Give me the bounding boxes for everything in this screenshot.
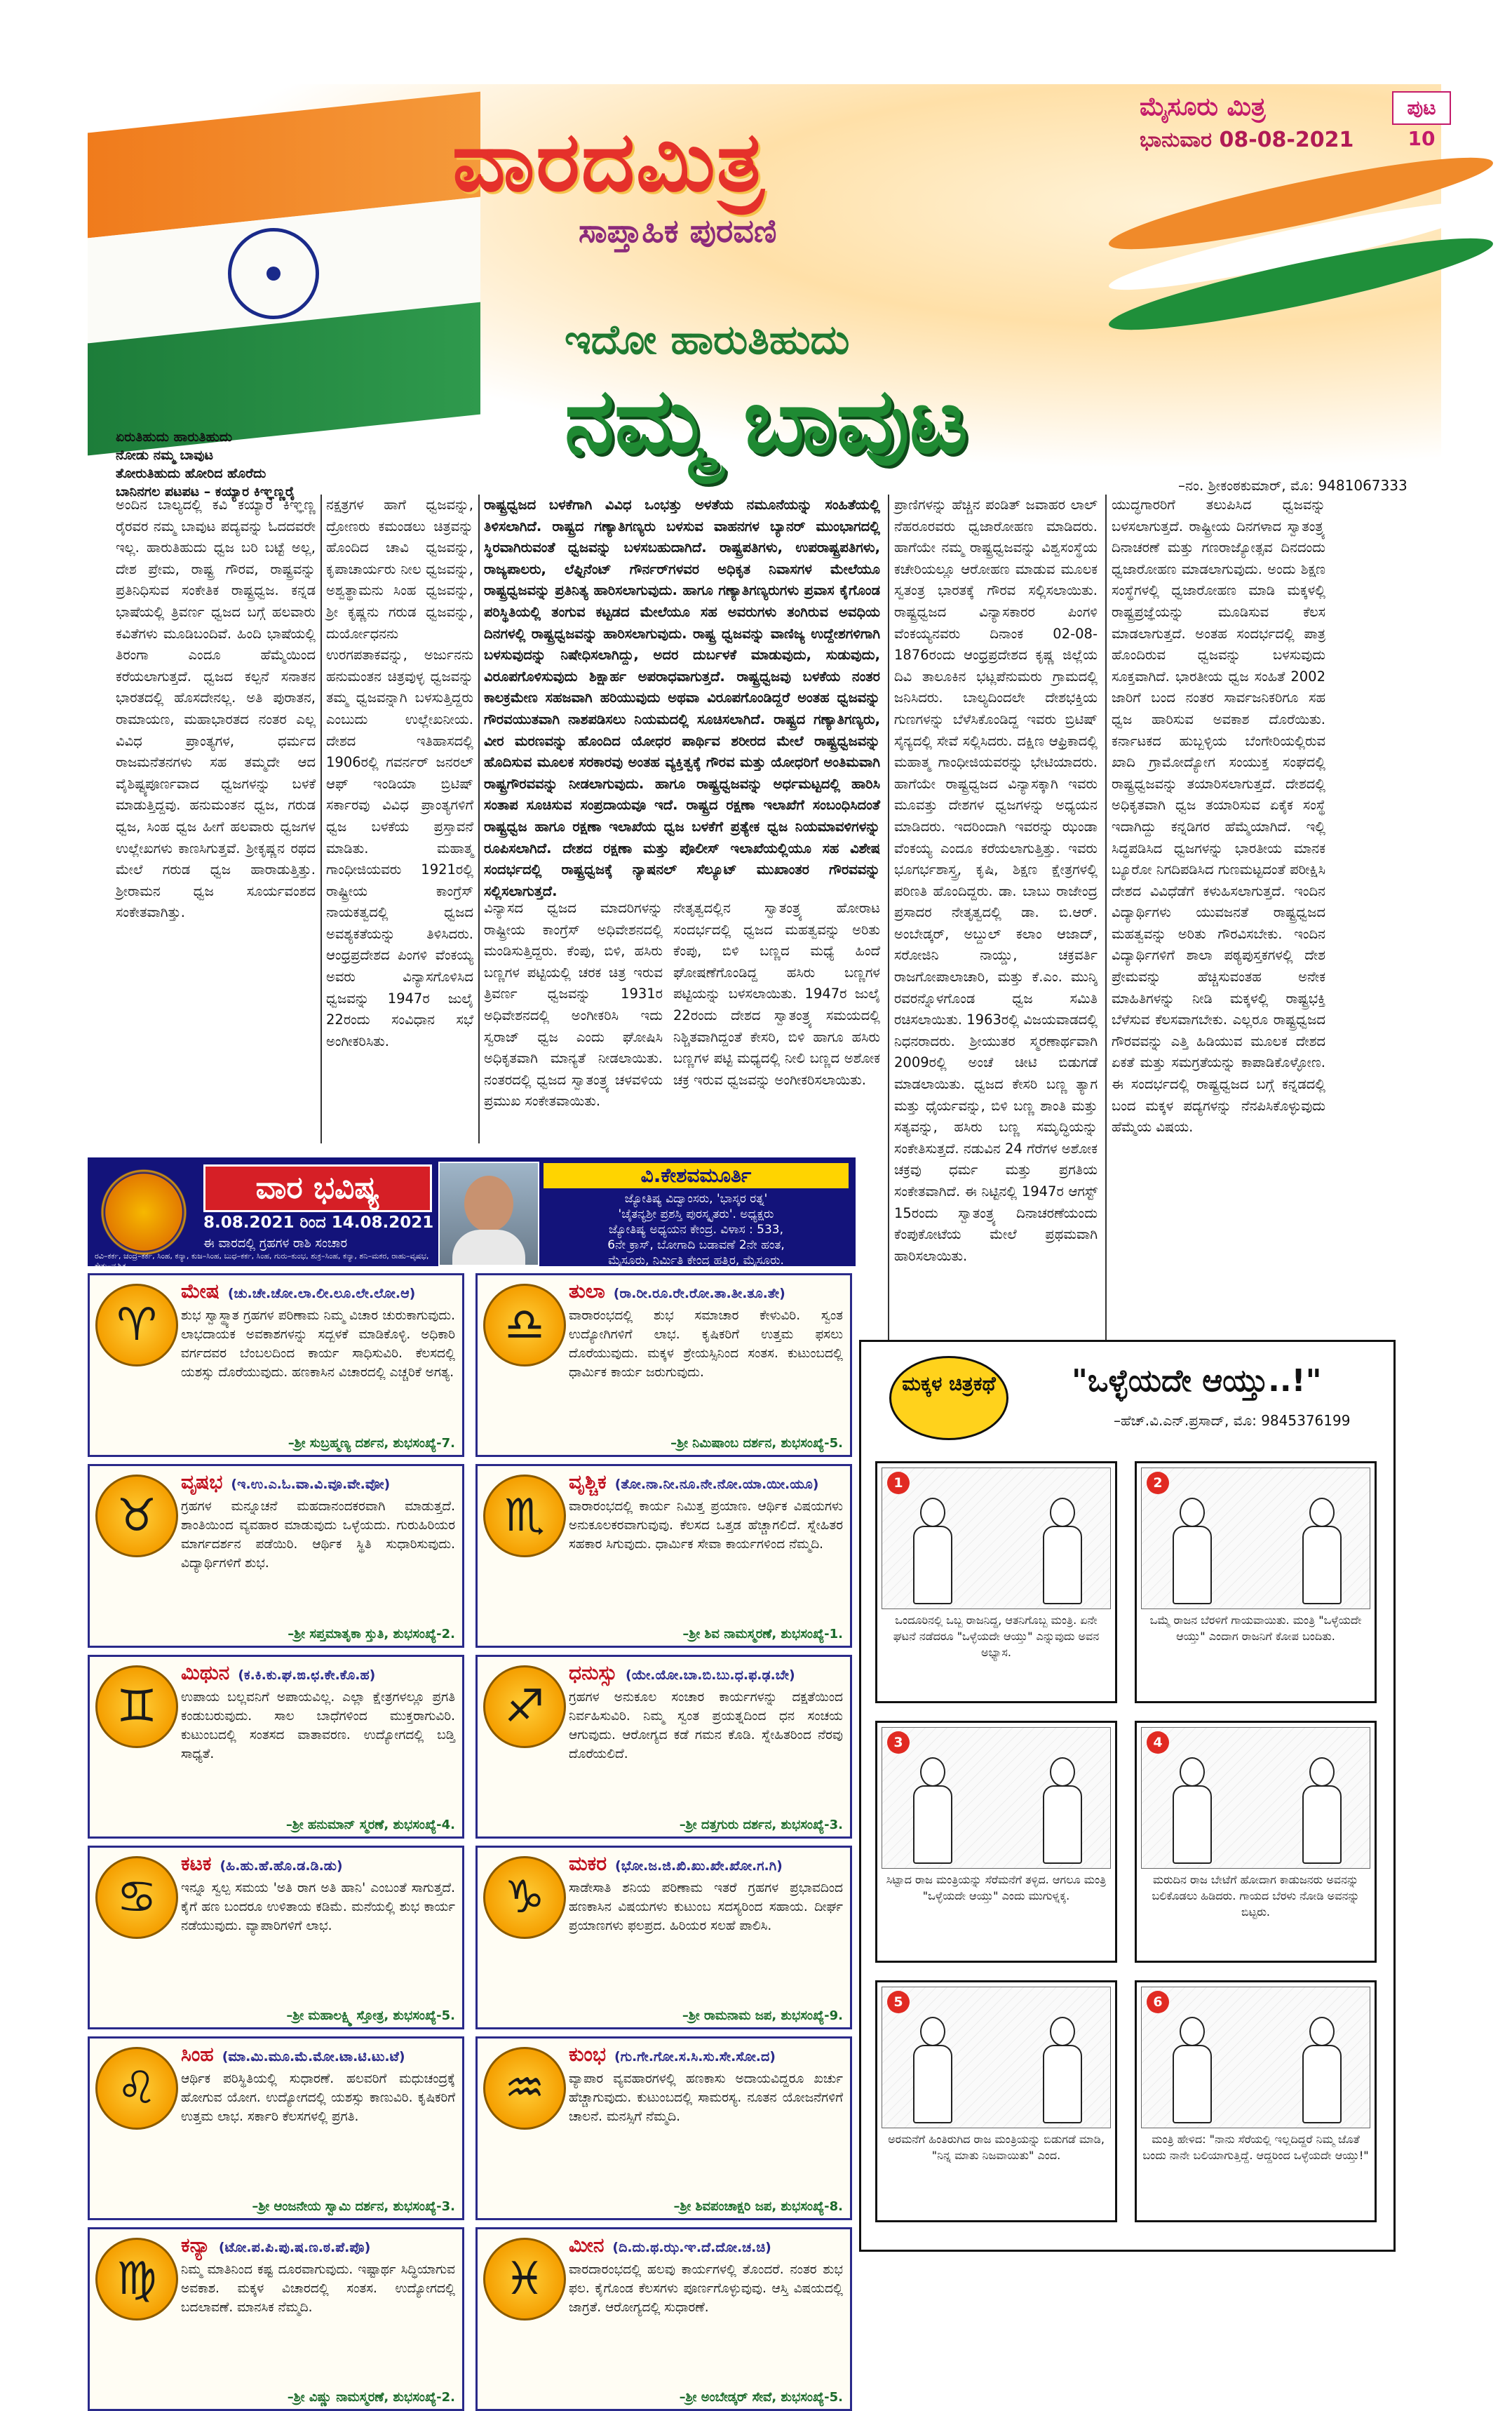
horoscope-sign-box [88, 2036, 464, 2220]
king-figure [1170, 1757, 1212, 1862]
horoscope-dates: 8.08.2021 ರಿಂದ 14.08.2021 [203, 1214, 434, 1232]
zodiac-sign-icon: ♍ [95, 2238, 178, 2321]
horoscope-header [88, 1157, 856, 1270]
sign-letters: (ಹಿ.ಹು.ಹೆ.ಹೊ.ಡ.ಡಿ.ಡು) [220, 1858, 343, 1874]
sign-remedy: –ಶ್ರೀ ಹನುಮಾನ್ ಸ್ಮರಣೆ, ಶುಭಸಂಖ್ಯೆ-4. [285, 1818, 455, 1832]
panel-caption: ಸಿಟ್ಟಾದ ರಾಜ ಮಂತ್ರಿಯನ್ನು ಸೆರೆಮನೆಗೆ ತಳ್ಳಿದ. ಆಗಲೂ ಮಂತ್ರಿ "ಒಳ್ಳೆಯದೇ ಆಯ್ತು" ಎಂದು ಮುಗುಳ್ನಕ್ಕ. [886, 1873, 1107, 1902]
minister-figure [1300, 2017, 1342, 2122]
sign-name: ತುಲಾ (ರಾ.ರೀ.ರೂ.ರೇ.ರೋ.ತಾ.ತೀ.ತೂ.ತೇ) [569, 1280, 785, 1303]
sign-letters: (ಗು.ಗೇ.ಗೋ.ಸ.ಸಿ.ಸು.ಸೇ.ಸೋ.ದ) [614, 2049, 776, 2064]
ashoka-chakra-icon [228, 228, 319, 319]
horoscope-sign-box [88, 2227, 464, 2411]
comic-panel [875, 1461, 1117, 1703]
comic-illustration [1141, 1468, 1370, 1609]
horoscope-sign-box [88, 1655, 464, 1839]
king-figure [1170, 1498, 1212, 1603]
king-figure [910, 2017, 952, 2122]
sign-letters: (ಮಾ.ಮಿ.ಮೂ.ಮೆ.ಮೋ.ಟಾ.ಟಿ.ಟು.ಟೆ) [222, 2049, 405, 2064]
article-author: –ನಂ. ಶ್ರೀಕಂಠಕುಮಾರ್, ಮೊ: 9481067333 [1178, 477, 1408, 494]
planet-positions: ರವಿ–ಕರ್ಕ, ಚಂದ್ರ–ಕರ್ಕ, ಸಿಂಹ, ಕನ್ಯಾ, ಕುಜ–ಸಿಂಹ, ಬುಧ–ಕರ್ಕ, ಸಿಂಹ, ಗುರು–ಕುಂಭ, ಶುಕ್ರ–ಸಿಂಹ, ಕನ್ಯಾ, ಶನಿ–ಮಕರ, ರಾಹು–ವೃಷಭ, ಕೇತು–ವೃಶ್ಚಿಕ [95, 1251, 429, 1270]
newspaper-title: ವಾರದಮಿತ್ರ [452, 112, 766, 210]
sign-name: ಕುಂಭ (ಗು.ಗೇ.ಗೋ.ಸ.ಸಿ.ಸು.ಸೇ.ಸೋ.ದ) [569, 2043, 776, 2066]
horoscope-section [88, 1157, 856, 2405]
sign-prediction: ಸಾಡೇಸಾತಿ ಶನಿಯ ಪರಿಣಾಮ ಇತರೆ ಗ್ರಹಗಳ ಪ್ರಭಾವದಿಂದ ಹಣಕಾಸಿನ ವಿಷಯಗಳು ಕುಟುಂಬ ಸದಸ್ಯರಿಂದ ಸಹಾಯ. ದೀರ್ಘ ಪ್ರಯಾಣಗಳು ಫಲಪ್ರದ. ಹಿರಿಯರ ಸಲಹೆ ಪಾಲಿಸಿ. [569, 1881, 843, 1933]
comic-title: "ಒಳ್ಳೆಯದೇ ಆಯ್ತು..!" [1072, 1363, 1322, 1399]
sign-letters: (ಕ.ಕಿ.ಕು.ಘ.ಙ.ಛ.ಕೇ.ಕೊ.ಹ) [238, 1667, 376, 1683]
article-bold-section: ರಾಷ್ಟ್ರಧ್ವಜದ ಬಳಕೆಗಾಗಿ ವಿವಿಧ ಒಂಭತ್ತು ಅಳತೆಯ ನಮೂನೆಯನ್ನು ಸಂಹಿತೆಯಲ್ಲಿ ತಿಳಿಸಲಾಗಿದೆ. ರಾಷ್ಟ್ರದ ಗಣ್ಯಾತಿಗಣ್ಯರು ಬಳಸುವ ವಾಹನಗಳ ಬ್ಯಾನರ್ ಮುಂಭಾಗದಲ್ಲಿ ಸ್ಥಿರವಾಗಿರುವಂತೆ ಧ್ವಜವನ್ನು ಬಳಸಬಹುದಾಗಿದೆ. ರಾಷ್ಟ್ರಪತಿಗಳು, ಉಪರಾಷ್ಟ್ರಪತಿಗಳು, ರಾಜ್ಯಪಾಲರು, ಲೆಫ್ಟಿನೆಂಟ್ ಗೌರ್ನರ್‌ಗಳವರ ಅಧಿಕೃತ ನಿವಾಸಗಳ ಮೇಲೆಯೂ ರಾಷ್ಟ್ರಧ್ವಜವನ್ನು ಪ್ರತಿನಿತ್ಯ ಹಾರಿಸಲಾಗುವುದು. ಹಾಗೂ ಗಣ್ಯಾತಿಗಣ್ಯರುಗಳು ಪ್ರವಾಸ ಕೈಗೊಂಡ ಪರಿಸ್ಥಿತಿಯಲ್ಲಿ ತಂಗುವ ಕಟ್ಟಡದ ಮೇಲೆಯೂ ಸಹ ಅವರುಗಳು ತಂಗಿರುವ ಅವಧಿಯ ದಿನಗಳಲ್ಲಿ ರಾಷ್ಟ್ರಧ್ವಜವನ್ನು ಹಾರಿಸಲಾಗುವುದು. ರಾಷ್ಟ್ರ ಧ್ವಜವನ್ನು ವಾಣಿಜ್ಯ ಉದ್ದೇಶಗಳಿಗಾಗಿ ಬಳಸುವುದನ್ನು ನಿಷೇಧಿಸಲಾಗಿದ್ದು, ಅದರ ದುರ್ಬಳಕೆ ಮಾಡುವುದು, ಸುಡುವುದು, ವಿರೂಪಗೊಳಿಸುವುದು ಶಿಕ್ಷಾರ್ಹ ಅಪರಾಧವಾಗುತ್ತದೆ. ರಾಷ್ಟ್ರಧ್ವಜವು ಬಳಕೆಯ ನಂತರ ಕಾಲಕ್ರಮೇಣ ಸಹಜವಾಗಿ ಹರಿಯುವುದು ಅಥವಾ ವಿರೂಪಗೊಂಡಿದ್ದರೆ ಅಂತಹ ಧ್ವಜವನ್ನು ಗೌರವಯುತವಾಗಿ ನಾಶಪಡಿಸಲು ನಿಯಮದಲ್ಲಿ ಸೂಚಿಸಲಾಗಿದೆ. ರಾಷ್ಟ್ರದ ಗಣ್ಯಾತಿಗಣ್ಯರು, ವೀರ ಮರಣವನ್ನು ಹೊಂದಿದ ಯೋಧರ ಪಾರ್ಥಿವ ಶರೀರದ ಮೇಲೆ ರಾಷ್ಟ್ರಧ್ವಜವನ್ನು ಹೊದಿಸುವ ಮೂಲಕ ಸರಕಾರವು ಅಂತಹ ವ್ಯಕ್ತಿತ್ವಕ್ಕೆ ಗೌರವ ಮತ್ತು ಯೋಧರಿಗೆ ಅಂತಿಮವಾಗಿ ರಾಷ್ಟ್ರಗೌರವವನ್ನು ನೀಡಲಾಗುವುದು. ಹಾಗೂ ರಾಷ್ಟ್ರಧ್ವಜವನ್ನು ಅರ್ಧಮಟ್ಟದಲ್ಲಿ ಹಾರಿಸಿ ಸಂತಾಪ ಸೂಚಿಸುವ ಸಂಪ್ರದಾಯವೂ ಇದೆ. ರಾಷ್ಟ್ರದ ರಕ್ಷಣಾ ಇಲಾಖೆಗೆ ಸಂಬಂಧಿಸಿದಂತೆ ರಾಷ್ಟ್ರಧ್ವಜ ಹಾಗೂ ರಕ್ಷಣಾ ಇಲಾಖೆಯ ಧ್ವಜ ಬಳಕೆಗೆ ಪ್ರತ್ಯೇಕ ಧ್ವಜ ನಿಯಮಾವಳಿಗಳನ್ನು ರೂಪಿಸಲಾಗಿದೆ. ದೇಶದ ರಕ್ಷಣಾ ಮತ್ತು ಪೊಲೀಸ್ ಇಲಾಖೆಯಲ್ಲಿಯೂ ಸಹ ವಿಶೇಷ ಸಂದರ್ಭದಲ್ಲಿ ರಾಷ್ಟ್ರಧ್ವಜಕ್ಕೆ ನ್ಯಾಷನಲ್ ಸೆಲ್ಯೂಟ್ ಮುಖಾಂತರ ಗೌರವವನ್ನು ಸಲ್ಲಿಸಲಾಗುತ್ತದೆ. [484, 497, 880, 899]
sign-prediction: ಶುಭ ಸ್ವಾಸ್ಥ್ಯಾತ ಗ್ರಹಗಳ ಪರಿಣಾಮ ನಿಮ್ಮ ವಿಚಾರ ಚುರುಕಾಗುವುದು. ಲಾಭದಾಯಕ ಅವಕಾಶಗಳನ್ನು ಸದ್ಬಳಕೆ ಮಾಡಿಕೊಳ್ಳಿ. ಅಧಿಕಾರಿ ವರ್ಗದವರ ಬೆಂಬಲದಿಂದ ಕಾರ್ಯ ಸಾಧಿಸುವಿರಿ. ಕೆಲಸದಲ್ಲಿ ಯಶಸ್ಸು ದೊರೆಯುವುದು. ಹಣಕಾಸಿನ ವಿಚಾರದಲ್ಲಿ ಎಚ್ಚರಿಕೆ ಅಗತ್ಯ. [181, 1308, 455, 1380]
horoscope-sign-box [475, 1273, 852, 1457]
panel-number: 3 [887, 1731, 910, 1754]
sign-letters: (ದಿ.ದು.ಥ.ಝ.ಞ.ದೆ.ದೋ.ಚ.ಚಿ) [612, 2240, 771, 2255]
issue-date: ಭಾನುವಾರ 08-08-2021 [1140, 128, 1354, 152]
zodiac-sign-icon: ♌ [95, 2047, 178, 2130]
horoscope-sign-box [88, 1273, 464, 1457]
sign-name: ಮಿಥುನ (ಕ.ಕಿ.ಕು.ಘ.ಙ.ಛ.ಕೇ.ಕೊ.ಹ) [181, 1661, 376, 1684]
astrologer-photo [438, 1162, 539, 1266]
article-column-4: ನೇತೃತ್ವದಲ್ಲಿನ ಸ್ವಾತಂತ್ರ್ಯ ಹೋರಾಟ ಸಂದರ್ಭದಲ್ಲಿ ಧ್ವಜದ ಮಹತ್ವವನ್ನು ಅರಿತು ಕೆಂಪು, ಬಿಳಿ ಬಣ್ಣದ ಮಧ್ಯೆ ಹಿಂದೆ ಘೋಷಣೆಗೊಂಡಿದ್ದ ಹಸಿರು ಬಣ್ಣಗಳ ಪಟ್ಟಿಯನ್ನು ಬಳಸಲಾಯಿತು. 1947ರ ಜುಲೈ 22ರಂದು ದೇಶದ ಸ್ವಾತಂತ್ರ್ಯ ಸಮಯದಲ್ಲಿ ನಿಶ್ಚಿತವಾಗಿದ್ದಂತೆ ಕೇಸರಿ, ಬಿಳಿ ಹಾಗೂ ಹಸಿರು ಬಣ್ಣಗಳ ಪಟ್ಟಿ ಮಧ್ಯದಲ್ಲಿ ನೀಲಿ ಬಣ್ಣದ ಅಶೋಕ ಚಕ್ರ ಇರುವ ಧ್ವಜವನ್ನು ಅಂಗೀಕರಿಸಲಾಯಿತು. [673, 900, 880, 1088]
headline-big: ನಮ್ಮ ಬಾವುಟ [565, 368, 968, 474]
sign-name: ಮೇಷ (ಚು.ಚೇ.ಚೋ.ಲಾ.ಲೀ.ಲೂ.ಲೇ.ಲೋ.ಆ) [181, 1280, 416, 1303]
sign-prediction: ವಾರಾರಂಭದಲ್ಲಿ ಕಾರ್ಯ ನಿಮಿತ್ತ ಪ್ರಯಾಣ. ಆರ್ಥಿಕ ವಿಷಯಗಳು ಅನುಕೂಲಕರವಾಗುವುವು. ಕೆಲಸದ ಒತ್ತಡ ಹೆಚ್ಚಾಗಲಿದೆ. ಸ್ನೇಹಿತರ ಸಹಕಾರ ಸಿಗುವುದು. ಧಾರ್ಮಿಕ ಸೇವಾ ಕಾರ್ಯಗಳಿಂದ ನೆಮ್ಮದಿ. [569, 1499, 843, 1552]
king-figure [1170, 2017, 1212, 2122]
horoscope-sign-box [475, 2036, 852, 2220]
panel-caption: ಒಮ್ಮೆ ರಾಜನ ಬೆರಳಿಗೆ ಗಾಯವಾಯಿತು. ಮಂತ್ರಿ "ಒಳ್ಳೆಯದೇ ಆಯ್ತು" ಎಂದಾಗ ರಾಜನಿಗೆ ಕೋಪ ಬಂದಿತು. [1149, 1613, 1362, 1643]
sign-name: ಮೀನ (ದಿ.ದು.ಥ.ಝ.ಞ.ದೆ.ದೋ.ಚ.ಚಿ) [569, 2234, 771, 2257]
sign-prediction: ನಿಮ್ಮ ಮಾತಿನಿಂದ ಕಷ್ಟ ದೂರವಾಗುವುದು. ಇಷ್ಟಾರ್ಥ ಸಿದ್ಧಿಯಾಗುವ ಅವಕಾಶ. ಮಕ್ಕಳ ವಿಚಾರದಲ್ಲಿ ಸಂತಸ. ಉದ್ಯೋಗದಲ್ಲಿ ಬದಲಾವಣೆ. ಮಾನಸಿಕ ನೆಮ್ಮದಿ. [181, 2262, 455, 2315]
sign-remedy: –ಶ್ರೀ ಶಿವ ನಾಮಸ್ಮರಣೆ, ಶುಭಸಂಖ್ಯೆ-1. [682, 1627, 843, 1641]
zodiac-sign-icon: ♐ [483, 1665, 566, 1748]
king-figure [910, 1498, 952, 1603]
minister-figure [1040, 1757, 1082, 1862]
horoscope-sign-box [475, 1655, 852, 1839]
sign-remedy: –ಶ್ರೀ ಸುಬ್ರಹ್ಮಣ್ಯ ದರ್ಶನ, ಶುಭಸಂಖ್ಯೆ-7. [288, 1436, 455, 1451]
comic-illustration [882, 1468, 1111, 1609]
zodiac-sign-icon: ♊ [95, 1665, 178, 1748]
sign-name: ವೃಷಭ (ಇ.ಉ.ಎ.ಓ.ವಾ.ವಿ.ವೂ.ವೇ.ವೋ) [181, 1470, 391, 1493]
panel-caption: ಒಂದೂರಿನಲ್ಲಿ ಒಬ್ಬ ರಾಜನಿದ್ದ, ಆತನಿಗೊಬ್ಬ ಮಂತ್ರಿ. ಏನೇ ಘಟನೆ ನಡೆದರೂ "ಒಳ್ಳೆಯದೇ ಆಯ್ತು" ಎನ್ನುವುದು ಅವನ ಅಭ್ಯಾಸ. [893, 1613, 1100, 1659]
sign-remedy: –ಶ್ರೀ ಆಂಜನೇಯ ಸ್ವಾಮಿ ದರ್ಶನ, ಶುಭಸಂಖ್ಯೆ-3. [252, 2199, 455, 2214]
sign-prediction: ಗ್ರಹಗಳ ಅನುಕೂಲ ಸಂಚಾರ ಕಾರ್ಯಗಳನ್ನು ದಕ್ಷತೆಯಿಂದ ನಿರ್ವಹಿಸುವಿರಿ. ನಿಮ್ಮ ಸ್ವಂತ ಪ್ರಯತ್ನದಿಂದ ಧನ ಸಂಚಯ ಆಗುವುದು. ಆರೋಗ್ಯದ ಕಡೆ ಗಮನ ಕೊಡಿ. ಸ್ನೇಹಿತರಿಂದ ನೆರವು ದೊರೆಯಲಿದೆ. [569, 1690, 843, 1761]
sign-letters: (ಟೋ.ಪ.ಪಿ.ಪು.ಷ.ಣ.ಠ.ಪೆ.ಪೊ) [218, 2240, 371, 2255]
horoscope-title: ವಾರ ಭವಿಷ್ಯ [203, 1164, 432, 1212]
horoscope-sign-box [475, 1846, 852, 2029]
comic-illustration [1141, 1727, 1370, 1869]
zodiac-wheel-icon [95, 1163, 193, 1261]
panel-number: 4 [1147, 1731, 1169, 1754]
zodiac-sign-icon: ♉ [95, 1475, 178, 1557]
poem-line: ತೋರುತಿಹುದು ಹೋರಿದ ಹೊರೆದು [116, 466, 266, 481]
sign-remedy: –ಶ್ರೀ ನಿಮಿಷಾಂಬ ದರ್ಶನ, ಶುಭಸಂಖ್ಯೆ-5. [670, 1436, 843, 1451]
newspaper-subtitle: ಸಾಪ್ತಾಹಿಕ ಪುರವಣಿ [579, 212, 777, 250]
horoscope-sign-box [475, 1464, 852, 1648]
zodiac-sign-icon: ♏ [483, 1475, 566, 1557]
sign-letters: (ಯೇ.ಯೋ.ಬಾ.ಬಿ.ಬು.ಧ.ಫ.ಢ.ಬೇ) [626, 1667, 795, 1683]
poem-caption [116, 428, 494, 501]
comic-panel [1135, 1721, 1377, 1963]
sign-remedy: –ಶ್ರೀ ದತ್ತಗುರು ದರ್ಶನ, ಶುಭಸಂಖ್ಯೆ-3. [679, 1818, 843, 1832]
comic-panel [1135, 1980, 1377, 2222]
sign-letters: (ರಾ.ರೀ.ರೂ.ರೇ.ರೋ.ತಾ.ತೀ.ತೂ.ತೇ) [613, 1286, 785, 1301]
horoscope-subtitle: ಈ ವಾರದಲ್ಲಿ ಗ್ರಹಗಳ ರಾಶಿ ಸಂಚಾರ [203, 1236, 348, 1251]
comic-illustration [882, 1727, 1111, 1869]
zodiac-sign-icon: ♓ [483, 2238, 566, 2321]
king-figure [910, 1757, 952, 1862]
sign-remedy: –ಶ್ರೀ ಸಪ್ತಮಾತೃಕಾ ಸ್ತುತಿ, ಶುಭಸಂಖ್ಯೆ-2. [288, 1627, 455, 1641]
sign-name: ಕನ್ಯಾ (ಟೋ.ಪ.ಪಿ.ಪು.ಷ.ಣ.ಠ.ಪೆ.ಪೊ) [181, 2234, 371, 2257]
comic-author: –ಹೆಚ್.ವಿ.ಎನ್.ಪ್ರಸಾದ್, ಮೊ: 9845376199 [1114, 1412, 1351, 1429]
sign-letters: (ತೋ.ನಾ.ನೀ.ನೂ.ನೇ.ನೋ.ಯಾ.ಯೀ.ಯೂ) [614, 1477, 819, 1492]
sign-prediction: ಗ್ರಹಗಳ ಮನ್ನೂಚನೆ ಮಹದಾನಂದಕರವಾಗಿ ಮಾಡುತ್ತದೆ. ಶಾಂತಿಯಿಂದ ವ್ಯವಹಾರ ಮಾಡುವುದು ಒಳ್ಳೆಯದು. ಗುರುಹಿರಿಯರ ಮಾರ್ಗದರ್ಶನ ಪಡೆಯಿರಿ. ಆರ್ಥಿಕ ಸ್ಥಿತಿ ಸುಧಾರಿಸುವುದು. ವಿದ್ಯಾರ್ಥಿಗಳಿಗೆ ಶುಭ. [181, 1499, 455, 1571]
panel-number: 5 [887, 1991, 910, 2013]
panel-caption: ಮಂತ್ರಿ ಹೇಳಿದ: "ನಾನು ಸೆರೆಯಲ್ಲಿ ಇಲ್ಲದಿದ್ದರೆ ನಿಮ್ಮ ಜೊತೆ ಬಂದು ನಾನೇ ಬಲಿಯಾಗುತ್ತಿದ್ದೆ. ಆದ್ದರಿಂದ ಒಳ್ಳೆಯದೇ ಆಯ್ತು!" [1142, 2133, 1369, 2162]
horoscope-sign-box [475, 2227, 852, 2411]
sign-name: ವೃಶ್ಚಿಕ (ತೋ.ನಾ.ನೀ.ನೂ.ನೇ.ನೋ.ಯಾ.ಯೀ.ಯೂ) [569, 1470, 819, 1493]
article-column-3: ವಿನ್ಯಾಸದ ಧ್ವಜದ ಮಾದರಿಗಳನ್ನು ರಾಷ್ಟ್ರೀಯ ಕಾಂಗ್ರೆಸ್ ಅಧಿವೇಶನದಲ್ಲಿ ಮಂಡಿಸುತ್ತಿದ್ದರು. ಕೆಂಪು, ಬಿಳಿ, ಹಸಿರು ಬಣ್ಣಗಳ ಪಟ್ಟಿಯಲ್ಲಿ ಚರಕ ಚಿತ್ರ ಇರುವ ತ್ರಿವರ್ಣ ಧ್ವಜವನ್ನು 1931ರ ಅಧಿವೇಶನದಲ್ಲಿ ಅಂಗೀಕರಿಸಿ ಇದು ಸ್ವರಾಜ್ ಧ್ವಜ ಎಂದು ಘೋಷಿಸಿ ಅಧಿಕೃತವಾಗಿ ಮಾನ್ಯತೆ ನೀಡಲಾಯಿತು. ನಂತರದಲ್ಲಿ ಧ್ವಜದ ಸ್ವಾತಂತ್ರ್ಯ ಚಳವಳಿಯ ಪ್ರಮುಖ ಸಂಕೇತವಾಯಿತು. [484, 900, 663, 1110]
column-rule [320, 495, 322, 1143]
sign-prediction: ವಾರಾರಂಭದಲ್ಲಿ ಶುಭ ಸಮಾಚಾರ ಕೇಳುವಿರಿ. ಸ್ವಂತ ಉದ್ಯೋಗಿಗಳಿಗೆ ಲಾಭ. ಕೃಷಿಕರಿಗೆ ಉತ್ತಮ ಫಸಲು ದೊರೆಯುವುದು. ಮಕ್ಕಳ ಶ್ರೇಯಸ್ಸಿನಿಂದ ಸಂತಸ. ಕುಟುಂಬದಲ್ಲಿ ಧಾರ್ಮಿಕ ಕಾರ್ಯ ಜರುಗುವುದು. [569, 1308, 843, 1380]
comic-illustration [1141, 1987, 1370, 2128]
sign-name: ಸಿಂಹ (ಮಾ.ಮಿ.ಮೂ.ಮೆ.ಮೋ.ಟಾ.ಟಿ.ಟು.ಟೆ) [181, 2043, 405, 2066]
headline-small: ಇದೋ ಹಾರುತಿಹುದು [565, 316, 850, 363]
sign-name: ಕಟಕ (ಹಿ.ಹು.ಹೆ.ಹೊ.ಡ.ಡಿ.ಡು) [181, 1852, 343, 1875]
sign-remedy: –ಶ್ರೀ ರಾಮನಾಮ ಜಪ, ಶುಭಸಂಖ್ಯೆ-9. [682, 2008, 843, 2023]
comic-panel [1135, 1461, 1377, 1703]
minister-figure [1040, 1498, 1082, 1603]
sign-letters: (ಭೋ.ಜ.ಜಿ.ಖಿ.ಖು.ಖೇ.ಖೋ.ಗ.ಗಿ) [615, 1858, 783, 1874]
sister-paper-name: ಮೈಸೂರು ಮಿತ್ರ [1140, 93, 1266, 121]
poem-line: ಏರುತಿಹುದು ಹಾರುತಿಹುದು [116, 429, 233, 445]
panel-caption: ಮರುದಿನ ರಾಜ ಬೇಟೆಗೆ ಹೋದಾಗ ಕಾಡುಜನರು ಅವನನ್ನು ಬಲಿಕೊಡಲು ಹಿಡಿದರು. ಗಾಯದ ಬೆರಳು ನೋಡಿ ಅವನನ್ನು ಬಿಟ್ಟರು. [1152, 1873, 1360, 1919]
article-column-5: ಪ್ರಾಣಿಗಳನ್ನು ಹೆಚ್ಚಿನ ಪಂಡಿತ್ ಜವಾಹರ ಲಾಲ್ ನೆಹರೂರವರು ಧ್ವಜಾರೋಹಣ ಮಾಡಿದರು. ಹಾಗೆಯೇ ನಮ್ಮ ರಾಷ್ಟ್ರಧ್ವಜವನ್ನು ವಿಶ್ವಸಂಸ್ಥೆಯ ಕಚೇರಿಯಲ್ಲೂ ಆರೋಹಣ ಮಾಡುವ ಮೂಲಕ ಸ್ವತಂತ್ರ ಭಾರತಕ್ಕೆ ಗೌರವ ಸಲ್ಲಿಸಲಾಯಿತು. ರಾಷ್ಟ್ರಧ್ವಜದ ವಿನ್ಯಾಸಕಾರರ ಪಿಂಗಳಿ ವೆಂಕಯ್ಯನವರು ದಿನಾಂಕ 02-08-1876ರಂದು ಆಂಧ್ರಪ್ರದೇಶದ ಕೃಷ್ಣ ಜಿಲ್ಲೆಯ ದಿವಿ ತಾಲೂಕಿನ ಭಟ್ಲಪೆನುಮರು ಗ್ರಾಮದಲ್ಲಿ ಜನಿಸಿದರು. ಬಾಲ್ಯದಿಂದಲೇ ದೇಶಭಕ್ತಿಯ ಗುಣಗಳನ್ನು ಬೆಳೆಸಿಕೊಂಡಿದ್ದ ಇವರು ಬ್ರಿಟಿಷ್ ಸೈನ್ಯದಲ್ಲಿ ಸೇವೆ ಸಲ್ಲಿಸಿದರು. ದಕ್ಷಿಣ ಆಫ್ರಿಕಾದಲ್ಲಿ ಮಹಾತ್ಮ ಗಾಂಧೀಜಿಯವರನ್ನು ಭೇಟಿಯಾದರು. ಹಾಗೆಯೇ ರಾಷ್ಟ್ರಧ್ವಜದ ವಿನ್ಯಾಸಕ್ಕಾಗಿ ಇವರು ಮೂವತ್ತು ದೇಶಗಳ ಧ್ವಜಗಳನ್ನು ಅಧ್ಯಯನ ಮಾಡಿದರು. ಇದರಿಂದಾಗಿ ಇವರನ್ನು ಝಂಡಾ ವೆಂಕಯ್ಯ ಎಂದೂ ಕರೆಯಲಾಗುತ್ತಿತ್ತು. ಇವರು ಭೂಗರ್ಭಶಾಸ್ತ್ರ, ಕೃಷಿ, ಶಿಕ್ಷಣ ಕ್ಷೇತ್ರಗಳಲ್ಲಿ ಪರಿಣತಿ ಹೊಂದಿದ್ದರು. ಡಾ. ಬಾಬು ರಾಜೇಂದ್ರ ಪ್ರಸಾದರ ನೇತೃತ್ವದಲ್ಲಿ ಡಾ. ಬಿ.ಆರ್. ಅಂಬೇಡ್ಕರ್, ಅಬ್ದುಲ್ ಕಲಾಂ ಆಜಾದ್, ಸರೋಜಿನಿ ನಾಯ್ಡು, ಚಕ್ರವರ್ತಿ ರಾಜಗೋಪಾಲಾಚಾರಿ, ಮತ್ತು ಕೆ.ಎಂ. ಮುನ್ಶಿ ರವರನ್ನೊಳಗೊಂಡ ಧ್ವಜ ಸಮಿತಿ ರಚಿಸಲಾಯಿತು. 1963ರಲ್ಲಿ ವಿಜಯವಾಡದಲ್ಲಿ ನಿಧನರಾದರು. ಶ್ರೀಯುತರ ಸ್ಮರಣಾರ್ಥವಾಗಿ 2009ರಲ್ಲಿ ಅಂಚೆ ಚೀಟಿ ಬಿಡುಗಡೆ ಮಾಡಲಾಯಿತು. ಧ್ವಜದ ಕೇಸರಿ ಬಣ್ಣ ತ್ಯಾಗ ಮತ್ತು ಧೈರ್ಯವನ್ನು, ಬಿಳಿ ಬಣ್ಣ ಶಾಂತಿ ಮತ್ತು ಸತ್ಯವನ್ನು, ಹಸಿರು ಬಣ್ಣ ಸಮೃದ್ಧಿಯನ್ನು ಸಂಕೇತಿಸುತ್ತದೆ. ನಡುವಿನ 24 ಗೆರೆಗಳ ಅಶೋಕ ಚಕ್ರವು ಧರ್ಮ ಮತ್ತು ಪ್ರಗತಿಯ ಸಂಕೇತವಾಗಿದೆ. ಈ ನಿಟ್ಟಿನಲ್ಲಿ 1947ರ ಆಗಸ್ಟ್ 15ರಂದು ಸ್ವಾತಂತ್ರ್ಯ ದಿನಾಚರಣೆಯಂದು ಕೆಂಪುಕೋಟೆಯ ಮೇಲೆ ಪ್ರಥಮವಾಗಿ ಹಾರಿಸಲಾಯಿತು. [894, 497, 1098, 1264]
panel-number: 6 [1147, 1991, 1169, 2013]
sign-remedy: –ಶ್ರೀ ಅಂಬೇಡ್ಕರ್ ಸೇವೆ, ಶುಭಸಂಖ್ಯೆ-5. [679, 2390, 843, 2405]
astrologer-info: ಜ್ಯೋತಿಷ್ಯ ವಿದ್ವಾಂಸರು, 'ಭಾಸ್ಕರ ರತ್ನ' 'ಚೈತನ್ಯಶ್ರೀ ಪ್ರಶಸ್ತಿ ಪುರಸ್ಕೃತರು'. ಅಧ್ಯಕ್ಷರು ಜ್ಯೋತಿಷ್ಯ ಅಧ್ಯಯನ ಕೇಂದ್ರ. ವಿಳಾಸ : 533, 6ನೇ ಕ್ರಾಸ್, ಬೋಗಾದಿ ಬಡಾವಣೆ 2ನೇ ಹಂತ, ಮೈಸೂರು, ನಿರ್ಮಿತಿ ಕೇಂದ್ರ ಹತ್ತಿರ, ಮೈಸೂರು. [607, 1192, 785, 1268]
sign-prediction: ಆರ್ಥಿಕ ಪರಿಸ್ಥಿತಿಯಲ್ಲಿ ಸುಧಾರಣೆ. ಹಲವರಿಗೆ ಮಧುಚಂದ್ರಕ್ಕೆ ಹೋಗುವ ಯೋಗ. ಉದ್ಯೋಗದಲ್ಲಿ ಯಶಸ್ಸು ಕಾಣುವಿರಿ. ಕೃಷಿಕರಿಗೆ ಉತ್ತಮ ಲಾಭ. ಸರ್ಕಾರಿ ಕೆಲಸಗಳಲ್ಲಿ ಪ್ರಗತಿ. [181, 2071, 455, 2124]
kids-comic-strip [859, 1340, 1396, 2252]
minister-figure [1040, 2017, 1082, 2122]
minister-figure [1300, 1757, 1342, 1862]
panel-number: 1 [887, 1472, 910, 1494]
article-column-1: ಅಂದಿನ ಬಾಲ್ಯದಲ್ಲಿ ಕವಿ ಕಯ್ಯಾರ ಕಿಞ್ಞಣ್ಣ ರೈರವರ ನಮ್ಮ ಬಾವುಟ ಪದ್ಯವನ್ನು ಓದದವರೇ ಇಲ್ಲ. ಹಾರುತಿಹುದು ಧ್ವಜ ಬರಿ ಬಟ್ಟೆ ಅಲ್ಲ, ದೇಶ ಪ್ರೇಮ, ರಾಷ್ಟ್ರ ಗೌರವ, ರಾಷ್ಟ್ರವನ್ನು ಪ್ರತಿನಿಧಿಸುವ ಸಂಕೇತಿಕ ರಾಷ್ಟ್ರಧ್ವಜ. ಕನ್ನಡ ಭಾಷೆಯಲ್ಲಿ ತ್ರಿವರ್ಣ ಧ್ವಜದ ಬಗ್ಗೆ ಹಲವಾರು ಕವಿತೆಗಳು ಮೂಡಿಬಂದಿವೆ. ಹಿಂದಿ ಭಾಷೆಯಲ್ಲಿ ತಿರಂಗಾ ಎಂದೂ ಹೆಮ್ಮೆಯಿಂದ ಕರೆಯಲಾಗುತ್ತದೆ. ಧ್ವಜದ ಕಲ್ಪನೆ ಸನಾತನ ಭಾರತದಲ್ಲಿ ಹೊಸದೇನಲ್ಲ. ಅತಿ ಪುರಾತನ, ರಾಮಾಯಣ, ಮಹಾಭಾರತದ ನಂತರ ಎಲ್ಲ ವಿವಿಧ ಪ್ರಾಂತ್ಯಗಳ, ಧರ್ಮದ ರಾಜಮನೆತನಗಳು ಸಹ ತಮ್ಮದೇ ಆದ ವೈಶಿಷ್ಟ್ಯಪೂರ್ಣವಾದ ಧ್ವಜಗಳನ್ನು ಬಳಕೆ ಮಾಡುತ್ತಿದ್ದವು. ಹನುಮಂತನ ಧ್ವಜ, ಗರುಡ ಧ್ವಜ, ಸಿಂಹ ಧ್ವಜ ಹೀಗೆ ಹಲವಾರು ಧ್ವಜಗಳ ಉಲ್ಲೇಖಗಳು ಕಾಣಸಿಗುತ್ತವೆ. ಶ್ರೀಕೃಷ್ಣನ ರಥದ ಮೇಲೆ ಗರುಡ ಧ್ವಜ ಹಾರಾಡುತ್ತಿತ್ತು. ಶ್ರೀರಾಮನ ಧ್ವಜ ಸೂರ್ಯವಂಶದ ಸಂಕೇತವಾಗಿತ್ತು. [116, 497, 316, 921]
sign-name: ಧನುಸ್ಸು (ಯೇ.ಯೋ.ಬಾ.ಬಿ.ಬು.ಧ.ಫ.ಢ.ಬೇ) [569, 1661, 795, 1684]
sign-prediction: ವ್ಯಾಪಾರ ವ್ಯವಹಾರಗಳಲ್ಲಿ ಹಣಕಾಸು ಅದಾಯವಿದ್ದರೂ ಖರ್ಚು ಹೆಚ್ಚಾಗುವುದು. ಕುಟುಂಬದಲ್ಲಿ ಸಾಮರಸ್ಯ. ನೂತನ ಯೋಜನೆಗಳಿಗೆ ಚಾಲನೆ. ಮನಸ್ಸಿಗೆ ನೆಮ್ಮದಿ. [569, 2071, 843, 2124]
sign-prediction: ಉಪಾಯ ಬಲ್ಲವನಿಗೆ ಅಪಾಯವಿಲ್ಲ. ಎಲ್ಲಾ ಕ್ಷೇತ್ರಗಳಲ್ಲೂ ಪ್ರಗತಿ ಕಂಡುಬರುವುದು. ಸಾಲ ಬಾಧೆಗಳಿಂದ ಮುಕ್ತರಾಗುವಿರಿ. ಕುಟುಂಬದಲ್ಲಿ ಸಂತಸದ ವಾತಾವರಣ. ಉದ್ಯೋಗದಲ್ಲಿ ಬಡ್ತಿ ಸಾಧ್ಯತೆ. [181, 1690, 455, 1761]
sign-remedy: –ಶ್ರೀ ಮಹಾಲಕ್ಷ್ಮಿ ಸ್ತೋತ್ರ, ಶುಭಸಂಖ್ಯೆ-5. [286, 2008, 455, 2023]
comic-illustration [882, 1987, 1111, 2128]
minister-figure [1300, 1498, 1342, 1603]
poem-line: ಬಾನಿನಗಲ ಪಟಪಟ – ಕಯ್ಯಾರ ಕಿಞ್ಞಣ್ಣರೈ [116, 484, 295, 499]
sign-prediction: ವಾರದಾರಂಭದಲ್ಲಿ ಹಲವು ಕಾರ್ಯಗಳಲ್ಲಿ ತೊಂದರೆ. ನಂತರ ಶುಭ ಫಲ. ಕೈಗೊಂಡ ಕೆಲಸಗಳು ಪೂರ್ಣಗೊಳ್ಳುವುವು. ಆಸ್ತಿ ವಿಷಯದಲ್ಲಿ ಜಾಗ್ರತೆ. ಆರೋಗ್ಯದಲ್ಲಿ ಸುಧಾರಣೆ. [569, 2262, 843, 2315]
sign-remedy: –ಶ್ರೀ ಶಿವಪಂಚಾಕ್ಷರಿ ಜಪ, ಶುಭಸಂಖ್ಯೆ-8. [673, 2199, 843, 2214]
sign-prediction: ಇನ್ನೂ ಸ್ವಲ್ಪ ಸಮಯ 'ಅತಿ ರಾಗ ಅತಿ ಹಾನಿ' ಎಂಬಂತೆ ಸಾಗುತ್ತದೆ. ಕೈಗೆ ಹಣ ಬಂದರೂ ಉಳಿತಾಯ ಕಡಿಮೆ. ಮನೆಯಲ್ಲಿ ಶುಭ ಕಾರ್ಯ ನಡೆಯುವುದು. ವ್ಯಾಪಾರಿಗಳಿಗೆ ಲಾಭ. [181, 1881, 455, 1933]
horoscope-sign-box [88, 1464, 464, 1648]
page-number: ಪುಟ 10 [1392, 91, 1451, 125]
comic-badge: ಮಕ್ಕಳ ಚಿತ್ರಕಥೆ [889, 1356, 1008, 1440]
astrologer-name: ವಿ.ಕೇಶವಮೂರ್ತಿ [544, 1163, 849, 1188]
article-column-6: ಯುದ್ಧಗಾರರಿಗೆ ತಲುಪಿಸಿದ ಧ್ವಜವನ್ನು ಬಳಸಲಾಗುತ್ತದೆ. ರಾಷ್ಟ್ರೀಯ ದಿನಗಳಾದ ಸ್ವಾತಂತ್ರ್ಯ ದಿನಾಚರಣೆ ಮತ್ತು ಗಣರಾಜ್ಯೋತ್ಸವ ದಿನದಂದು ಧ್ವಜಾರೋಹಣ ಮಾಡಲಾಗುವುದು. ಅಂದು ಶಿಕ್ಷಣ ಸಂಸ್ಥೆಗಳಲ್ಲಿ ಧ್ವಜಾರೋಹಣ ಮಾಡಿ ಮಕ್ಕಳಲ್ಲಿ ರಾಷ್ಟ್ರಪ್ರಜ್ಞೆಯನ್ನು ಮೂಡಿಸುವ ಕೆಲಸ ಮಾಡಲಾಗುತ್ತದೆ. ಅಂತಹ ಸಂದರ್ಭದಲ್ಲಿ ಪಾತ್ರ ಹೊಂದಿರುವ ಧ್ವಜವನ್ನು ಬಳಸುವುದು ಸೂಕ್ತವಾಗಿದೆ. ಭಾರತೀಯ ಧ್ವಜ ಸಂಹಿತೆ 2002 ಜಾರಿಗೆ ಬಂದ ನಂತರ ಸಾರ್ವಜನಿಕರಿಗೂ ಸಹ ಧ್ವಜ ಹಾರಿಸುವ ಅವಕಾಶ ದೊರೆಯಿತು. ಕರ್ನಾಟಕದ ಹುಬ್ಬಳ್ಳಿಯ ಬೆಂಗೇರಿಯಲ್ಲಿರುವ ಖಾದಿ ಗ್ರಾಮೋದ್ಯೋಗ ಸಂಯುಕ್ತ ಸಂಘದಲ್ಲಿ ರಾಷ್ಟ್ರಧ್ವಜವನ್ನು ತಯಾರಿಸಲಾಗುತ್ತದೆ. ದೇಶದಲ್ಲಿ ಅಧಿಕೃತವಾಗಿ ಧ್ವಜ ತಯಾರಿಸುವ ಏಕೈಕ ಸಂಸ್ಥೆ ಇದಾಗಿದ್ದು ಕನ್ನಡಿಗರ ಹೆಮ್ಮೆಯಾಗಿದೆ. ಇಲ್ಲಿ ಸಿದ್ಧಪಡಿಸಿದ ಧ್ವಜಗಳನ್ನು ಭಾರತೀಯ ಮಾನಕ ಬ್ಯೂರೋ ನಿಗದಿಪಡಿಸಿದ ಗುಣಮಟ್ಟದಂತೆ ಪರೀಕ್ಷಿಸಿ ದೇಶದ ವಿವಿಧೆಡೆಗೆ ಕಳುಹಿಸಲಾಗುತ್ತದೆ. ಇಂದಿನ ವಿದ್ಯಾರ್ಥಿಗಳು ಯುವಜನತೆ ರಾಷ್ಟ್ರಧ್ವಜದ ಮಹತ್ವವನ್ನು ಅರಿತು ಗೌರವಿಸಬೇಕು. ಇಂದಿನ ವಿದ್ಯಾರ್ಥಿಗಳಿಗೆ ಶಾಲಾ ಪಠ್ಯಪುಸ್ತಕಗಳಲ್ಲಿ ದೇಶ ಪ್ರೇಮವನ್ನು ಹೆಚ್ಚಿಸುವಂತಹ ಅನೇಕ ಮಾಹಿತಿಗಳನ್ನು ನೀಡಿ ಮಕ್ಕಳಲ್ಲಿ ರಾಷ್ಟ್ರಭಕ್ತಿ ಬೆಳೆಸುವ ಕೆಲಸವಾಗಬೇಕು. ಎಲ್ಲರೂ ರಾಷ್ಟ್ರಧ್ವಜದ ಗೌರವವನ್ನು ಎತ್ತಿ ಹಿಡಿಯುವ ಮೂಲಕ ದೇಶದ ಏಕತೆ ಮತ್ತು ಸಮಗ್ರತೆಯನ್ನು ಕಾಪಾಡಿಕೊಳ್ಳೋಣ. ಈ ಸಂದರ್ಭದಲ್ಲಿ ರಾಷ್ಟ್ರಧ್ವಜದ ಬಗ್ಗೆ ಕನ್ನಡದಲ್ಲಿ ಬಂದ ಮಕ್ಕಳ ಪದ್ಯಗಳನ್ನು ನೆನಪಿಸಿಕೊಳ್ಳುವುದು ಹೆಮ್ಮೆಯ ವಿಷಯ. [1112, 497, 1325, 1136]
comic-panel [875, 1980, 1117, 2222]
zodiac-sign-icon: ♑ [483, 1856, 566, 1939]
zodiac-sign-icon: ♋ [95, 1856, 178, 1939]
panel-caption: ಅರಮನೆಗೆ ಹಿಂತಿರುಗಿದ ರಾಜ ಮಂತ್ರಿಯನ್ನು ಬಿಡುಗಡೆ ಮಾಡಿ, "ನಿನ್ನ ಮಾತು ನಿಜವಾಯಿತು" ಎಂದ. [888, 2133, 1105, 2162]
sign-remedy: –ಶ್ರೀ ವಿಷ್ಣು ನಾಮಸ್ಮರಣೆ, ಶುಭಸಂಖ್ಯೆ-2. [287, 2390, 455, 2405]
article-column-2: ನಕ್ಷತ್ರಗಳ ಹಾಗೆ ಧ್ವಜವನ್ನು, ದ್ರೋಣರು ಕಮಂಡಲು ಚಿತ್ರವನ್ನು ಹೊಂದಿದ ಚಾವಿ ಧ್ವಜವನ್ನು, ಕೃಪಾಚಾರ್ಯರು ನೀಲ ಧ್ವಜವನ್ನು, ಅಶ್ವತ್ಥಾಮನು ಸಿಂಹ ಧ್ವಜವನ್ನು, ಶ್ರೀ ಕೃಷ್ಣನು ಗರುಡ ಧ್ವಜವನ್ನು, ದುರ್ಯೋಧನನು ಉರಗಪತಾಕವನ್ನು, ಅರ್ಜುನನು ಹನುಮಂತನ ಚಿತ್ರವುಳ್ಳ ಧ್ವಜವನ್ನು ತಮ್ಮ ಧ್ವಜವನ್ನಾಗಿ ಬಳಸುತ್ತಿದ್ದರು ಎಂಬುದು ಉಲ್ಲೇಖನೀಯ. ದೇಶದ ಇತಿಹಾಸದಲ್ಲಿ 1906ರಲ್ಲಿ ಗವರ್ನರ್ ಜನರಲ್ ಆಫ್ ಇಂಡಿಯಾ ಬ್ರಿಟಿಷ್ ಸರ್ಕಾರವು ವಿವಿಧ ಪ್ರಾಂತ್ಯಗಳಿಗೆ ಧ್ವಜ ಬಳಕೆಯ ಪ್ರಸ್ತಾವನೆ ಮಾಡಿತು. ಮಹಾತ್ಮ ಗಾಂಧೀಜಿಯವರು 1921ರಲ್ಲಿ ರಾಷ್ಟ್ರೀಯ ಕಾಂಗ್ರೆಸ್ ನಾಯಕತ್ವದಲ್ಲಿ ಧ್ವಜದ ಅವಶ್ಯಕತೆಯನ್ನು ತಿಳಿಸಿದರು. ಆಂಧ್ರಪ್ರದೇಶದ ಪಿಂಗಳಿ ವೆಂಕಯ್ಯ ಅವರು ವಿನ್ಯಾಸಗೊಳಿಸಿದ ಧ್ವಜವನ್ನು 1947ರ ಜುಲೈ 22ರಂದು ಸಂವಿಧಾನ ಸಭೆ ಅಂಗೀಕರಿಸಿತು. [326, 497, 473, 1049]
sign-letters: (ಇ.ಉ.ಎ.ಓ.ವಾ.ವಿ.ವೂ.ವೇ.ವೋ) [231, 1477, 391, 1492]
panel-number: 2 [1147, 1472, 1169, 1494]
poem-line: ನೋಡು ನಮ್ಮ ಬಾವುಟ [116, 448, 214, 463]
zodiac-sign-icon: ♒ [483, 2047, 566, 2130]
comic-panel [875, 1721, 1117, 1963]
sign-letters: (ಚು.ಚೇ.ಚೋ.ಲಾ.ಲೀ.ಲೂ.ಲೇ.ಲೋ.ಆ) [227, 1286, 416, 1301]
zodiac-sign-icon: ♎ [483, 1284, 566, 1366]
horoscope-sign-box [88, 1846, 464, 2029]
sign-name: ಮಕರ (ಭೋ.ಜ.ಜಿ.ಖಿ.ಖು.ಖೇ.ಖೋ.ಗ.ಗಿ) [569, 1852, 783, 1875]
zodiac-sign-icon: ♈ [95, 1284, 178, 1366]
column-rule [478, 495, 480, 1143]
